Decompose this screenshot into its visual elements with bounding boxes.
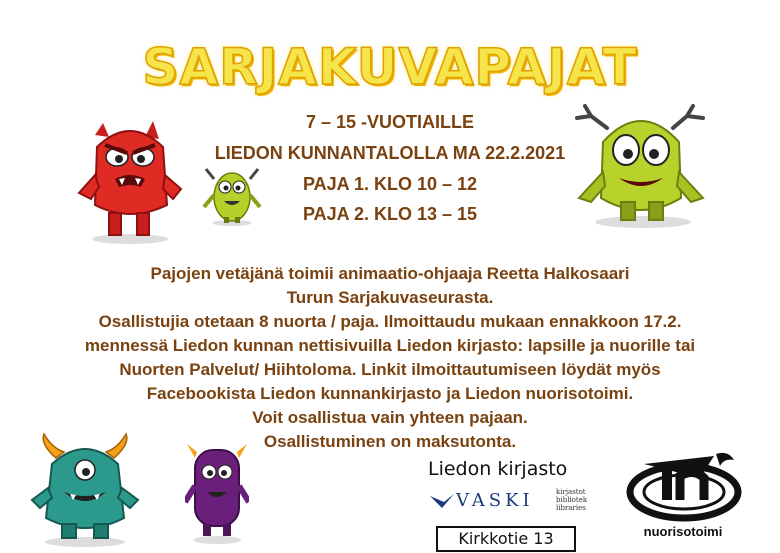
- teal-monster-icon: [30, 430, 140, 548]
- description-line: Nuorten Palvelut/ Hiihtoloma. Linkit ilmoittautumiseen löydät myös: [119, 360, 661, 379]
- bird-icon: [428, 490, 456, 514]
- red-monster-icon: [75, 115, 185, 245]
- library-name: Liedon kirjasto: [428, 458, 568, 480]
- green-monster-icon: [563, 102, 713, 230]
- small-green-monster-icon: [200, 165, 264, 227]
- description-line: Voit osallistua vain yhteen pajaan.: [252, 408, 528, 427]
- description-line: Osallistuminen on maksutonta.: [263, 432, 517, 451]
- event-location-date: LIEDON KUNNANTALOLLA MA 22.2.2021: [214, 143, 566, 163]
- description-line: mennessä Liedon kunnan nettisivuilla Liedon kirjasto: lapsille ja nuorille tai: [84, 336, 696, 355]
- vaski-logo-text: VASKI: [456, 490, 534, 511]
- session-2-time: PAJA 2. KLO 13 – 15: [302, 204, 478, 224]
- age-range: 7 – 15 -VUOTIAILLE: [305, 112, 475, 132]
- nuorisotoimi-label: nuorisotoimi: [643, 524, 723, 539]
- description: [30, 262, 750, 454]
- library-address: Kirkkotie 13: [436, 526, 576, 552]
- nuorisotoimi-logo-icon: [624, 448, 742, 524]
- vaski-logo: [428, 488, 598, 518]
- vaski-subtitle: kirjastot bibliotek libraries: [556, 488, 588, 512]
- description-line: Facebookista Liedon kunnankirjasto ja Liedon nuorisotoimi.: [146, 384, 634, 403]
- purple-monster-icon: [185, 440, 249, 546]
- description-line: Osallistujia otetaan 8 nuorta / paja. Ilmoittaudu mukaan ennakkoon 17.2.: [98, 312, 682, 331]
- session-1-time: PAJA 1. KLO 10 – 12: [302, 174, 478, 194]
- poster-title: SARJAKUVAPAJAT: [142, 38, 638, 96]
- description-line: Turun Sarjakuvaseurasta.: [286, 288, 494, 307]
- description-line: Pajojen vetäjänä toimii animaatio-ohjaaja Reetta Halkosaari: [150, 264, 630, 283]
